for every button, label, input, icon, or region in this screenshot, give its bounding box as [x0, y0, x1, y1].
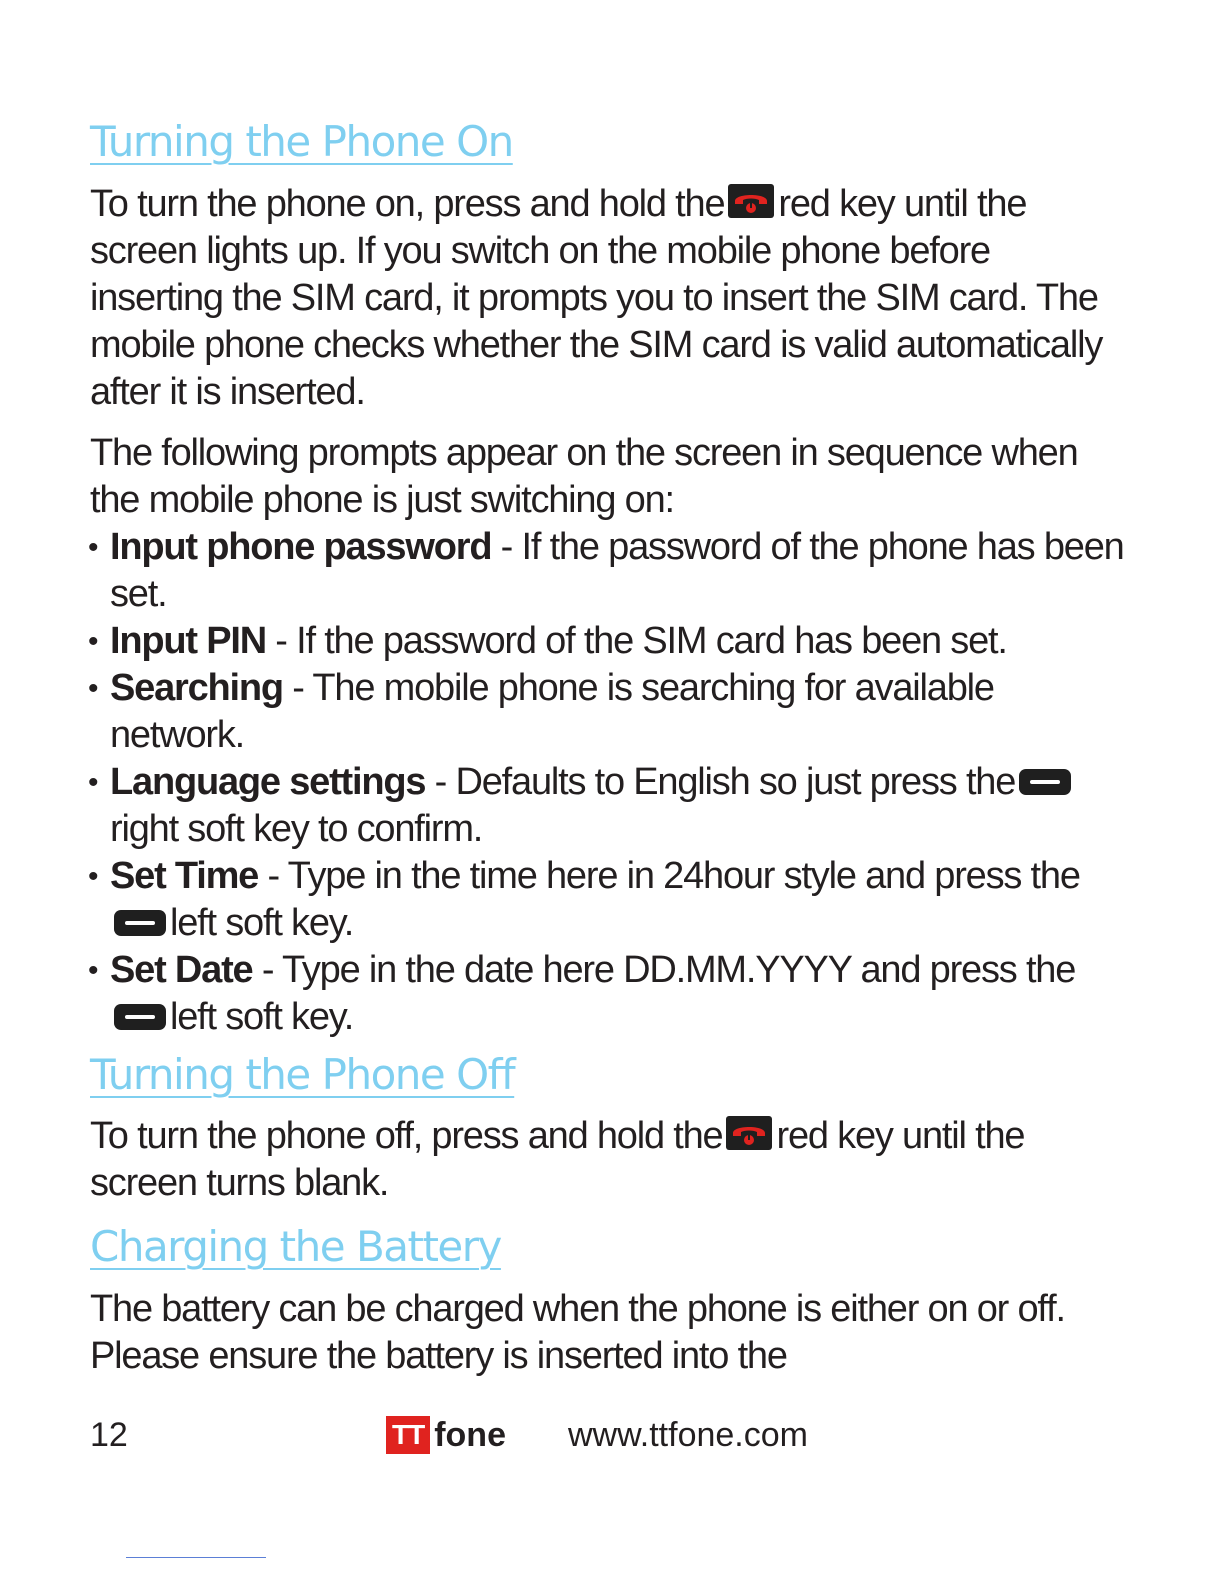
heading-charging-battery: Charging the Battery: [90, 1222, 501, 1271]
bullet: •: [88, 766, 98, 799]
prompt-text: - Type in the time here in 24hour style and press the: [258, 855, 1080, 897]
bullet: •: [88, 954, 98, 987]
list-item: [90, 618, 1130, 665]
turn-on-text-end: red key until the screen lights up. If you switch on the mobile phone before inserting the SIM card, it prompts you to insert the SIM card. The mobile phone checks whether the SIM card is valid automatically after it is inserted.: [90, 183, 1103, 413]
logo-text: fone: [434, 1415, 506, 1454]
ttfone-logo: [386, 1412, 506, 1458]
heading-turning-phone-on: Turning the Phone On: [90, 117, 513, 166]
logo-box: TT: [386, 1416, 430, 1454]
list-item: [90, 524, 1130, 618]
prompt-text-end: right soft key to confirm.: [110, 808, 483, 850]
right-soft-key-icon: [1019, 769, 1071, 795]
page-number: 12: [90, 1416, 128, 1454]
turn-off-text-start: To turn the phone off, press and hold the: [90, 1115, 723, 1157]
list-item: [90, 853, 1130, 947]
bullet: •: [88, 860, 98, 893]
prompt-term: Set Date: [110, 949, 253, 991]
paragraph-charging: The battery can be charged when the phone is either on or off. Please ensure the battery is inserted into the: [90, 1288, 1065, 1377]
prompt-text: - Defaults to English so just press the: [425, 761, 1016, 803]
left-soft-key-icon: [114, 910, 166, 936]
paragraph-following-prompts: The following prompts appear on the screen in sequence when the mobile phone is just switching on:: [90, 432, 1078, 521]
prompt-term: Set Time: [110, 855, 259, 897]
website-url: www.ttfone.com: [568, 1416, 808, 1454]
prompt-term: Input PIN: [110, 620, 266, 662]
bullet: •: [88, 625, 98, 658]
list-item: [90, 947, 1130, 1041]
prompt-text: - If the password of the phone has been set.: [110, 526, 1124, 615]
prompt-text: - Type in the date here DD.MM.YYYY and press the: [252, 949, 1076, 991]
prompt-text: - If the password of the SIM card has been set.: [265, 620, 1007, 662]
list-item: [90, 759, 1130, 853]
prompt-text-end: left soft key.: [170, 902, 354, 944]
red-end-key-icon: [728, 184, 774, 218]
prompt-text: - The mobile phone is searching for available network.: [110, 667, 994, 756]
bottom-divider: [126, 1557, 266, 1558]
bullet: •: [88, 672, 98, 705]
red-end-key-icon: [726, 1116, 772, 1150]
manual-page: [90, 112, 1130, 1380]
left-soft-key-icon: [114, 1004, 166, 1030]
turn-off-text-end: red key until the screen turns blank.: [90, 1115, 1025, 1204]
prompt-term: Language settings: [110, 761, 426, 803]
prompts-list: [90, 524, 1130, 1041]
bullet: •: [88, 531, 98, 564]
turn-on-text-start: To turn the phone on, press and hold the: [90, 183, 725, 225]
prompt-term: Input phone password: [110, 526, 492, 568]
prompt-term: Searching: [110, 667, 283, 709]
list-item: [90, 665, 1130, 759]
paragraph-turn-off: [90, 1113, 1130, 1207]
paragraph-turn-on: [90, 181, 1130, 416]
page-footer: [90, 1412, 1130, 1458]
prompt-text-end: left soft key.: [170, 996, 354, 1038]
heading-turning-phone-off: Turning the Phone Off: [90, 1050, 515, 1099]
